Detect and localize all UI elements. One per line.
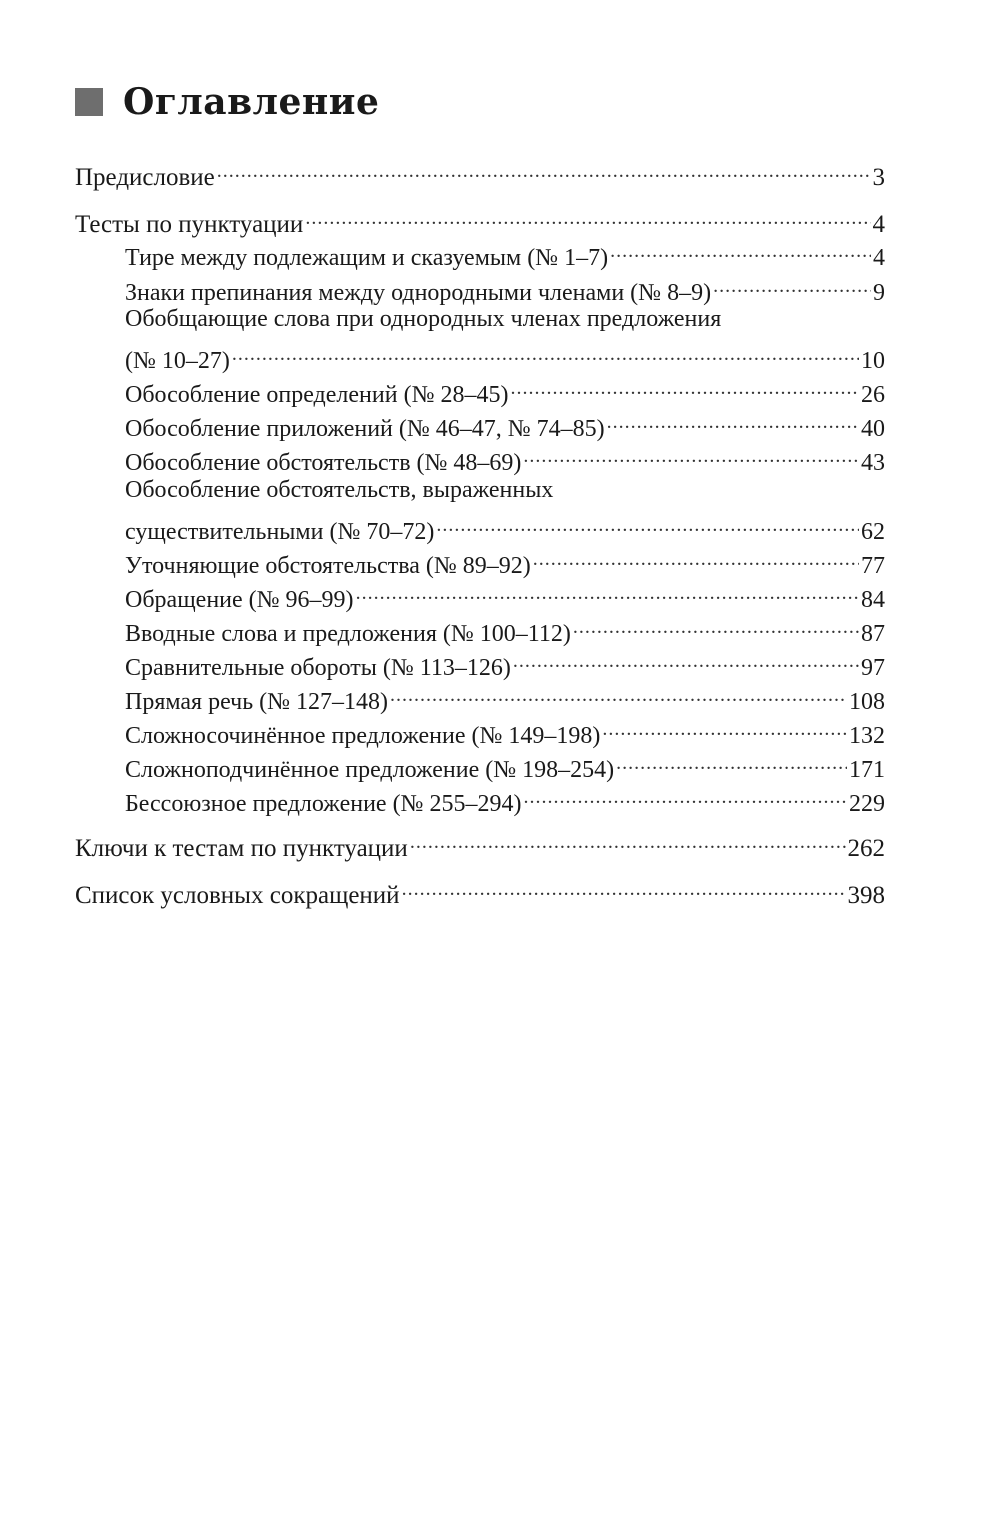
toc-entry-label: Вводные слова и предложения (№ 100–112) — [125, 621, 571, 647]
toc-entry-label: Предисловие — [75, 164, 215, 191]
dot-leader — [533, 543, 859, 573]
toc-page-number: 4 — [872, 211, 885, 238]
toc-subentry[interactable] — [125, 781, 885, 819]
toc-entry-preface[interactable] — [75, 155, 885, 193]
toc-entry-label: Сложноподчинённое предложение (№ 198–254) — [125, 757, 615, 783]
toc-subentry[interactable] — [125, 509, 885, 547]
toc-page-number: 262 — [847, 835, 885, 862]
toc-page-number: 43 — [861, 450, 885, 476]
toc-entry-abbreviations[interactable] — [75, 873, 885, 911]
toc-subentry[interactable] — [125, 235, 885, 273]
toc-subentry[interactable] — [125, 577, 885, 615]
toc-entry-label: Ключи к тестам по пунктуации — [75, 835, 408, 862]
toc-subentry[interactable] — [125, 679, 885, 717]
toc-page-number: 87 — [861, 621, 885, 647]
toc-entry-label: Список условных сокращений — [75, 882, 400, 909]
dot-leader — [436, 509, 859, 539]
toc-entry-label: существительными (№ 70–72) — [125, 519, 435, 545]
toc-page-number: 77 — [861, 553, 885, 579]
toc-page-number: 3 — [872, 164, 885, 191]
toc-page-number: 132 — [849, 723, 885, 749]
toc-entry-label: Знаки препинания между однородными членами (№ 8–9) — [125, 280, 712, 306]
toc-subentry[interactable] — [125, 372, 885, 410]
heading-square-icon — [75, 88, 103, 116]
dot-leader — [390, 679, 847, 709]
toc-page-number: 398 — [847, 882, 885, 909]
toc-subentry[interactable] — [125, 713, 885, 751]
toc-page-number: 4 — [873, 245, 885, 271]
toc-page-number: 26 — [861, 382, 885, 408]
toc-entry-label: Уточняющие обстоятельства (№ 89–92) — [125, 553, 531, 579]
toc-subentry[interactable] — [125, 338, 885, 376]
toc-page-number: 62 — [861, 519, 885, 545]
toc-page-number: 97 — [861, 655, 885, 681]
toc-page-number: 10 — [861, 348, 885, 374]
dot-leader — [513, 645, 859, 675]
dot-leader — [356, 577, 859, 607]
dot-leader — [305, 202, 870, 232]
toc-page-number: 40 — [861, 416, 885, 442]
dot-leader — [410, 826, 846, 856]
toc-page-number: 171 — [849, 757, 885, 783]
page-title: Оглавление — [123, 81, 380, 123]
dot-leader — [616, 747, 847, 777]
toc-entry-label: Прямая речь (№ 127–148) — [125, 689, 389, 715]
toc-entry-label: Обращение (№ 96–99) — [125, 587, 354, 613]
dot-leader — [713, 270, 871, 300]
toc-subentry[interactable] — [125, 747, 885, 785]
toc-subentry-first-line: Обобщающие слова при однородных членах предложения — [125, 306, 722, 332]
dot-leader — [217, 155, 871, 185]
toc-entry-label: Обособление определений (№ 28–45) — [125, 382, 509, 408]
toc-entry-label: Обособление приложений (№ 46–47, № 74–85) — [125, 416, 605, 442]
toc-entry-label: Тесты по пунктуации — [75, 211, 304, 238]
dot-leader — [602, 713, 847, 743]
toc-entry-keys[interactable] — [75, 826, 885, 864]
toc-page-number: 9 — [873, 280, 885, 306]
toc-entry-label: (№ 10–27) — [125, 348, 230, 374]
dot-leader — [607, 406, 859, 436]
toc-subentry[interactable] — [125, 611, 885, 649]
toc-subentry[interactable] — [125, 270, 885, 308]
toc-page-number: 229 — [849, 791, 885, 817]
toc-subentry-first-line: Обособление обстоятельств, выраженных — [125, 477, 554, 503]
toc-subentry[interactable] — [125, 406, 885, 444]
dot-leader — [232, 338, 859, 368]
toc-entry-label: Сложносочинённое предложение (№ 149–198) — [125, 723, 601, 749]
dot-leader — [402, 873, 846, 903]
toc-entry-label: Сравнительные обороты (№ 113–126) — [125, 655, 511, 681]
page-heading — [75, 80, 379, 124]
toc-page-number: 84 — [861, 587, 885, 613]
toc-subentry[interactable] — [125, 645, 885, 683]
toc-entry-label: Бессоюзное предложение (№ 255–294) — [125, 791, 522, 817]
toc-subentry[interactable] — [125, 440, 885, 478]
dot-leader — [573, 611, 859, 641]
dot-leader — [523, 440, 859, 470]
toc-entry-label: Тире между подлежащим и сказуемым (№ 1–7) — [125, 245, 609, 271]
toc-page-number: 108 — [849, 689, 885, 715]
dot-leader — [510, 372, 859, 402]
toc-subentry[interactable] — [125, 543, 885, 581]
toc-entry-label: Обособление обстоятельств (№ 48–69) — [125, 450, 522, 476]
dot-leader — [523, 781, 847, 811]
dot-leader — [610, 235, 871, 265]
